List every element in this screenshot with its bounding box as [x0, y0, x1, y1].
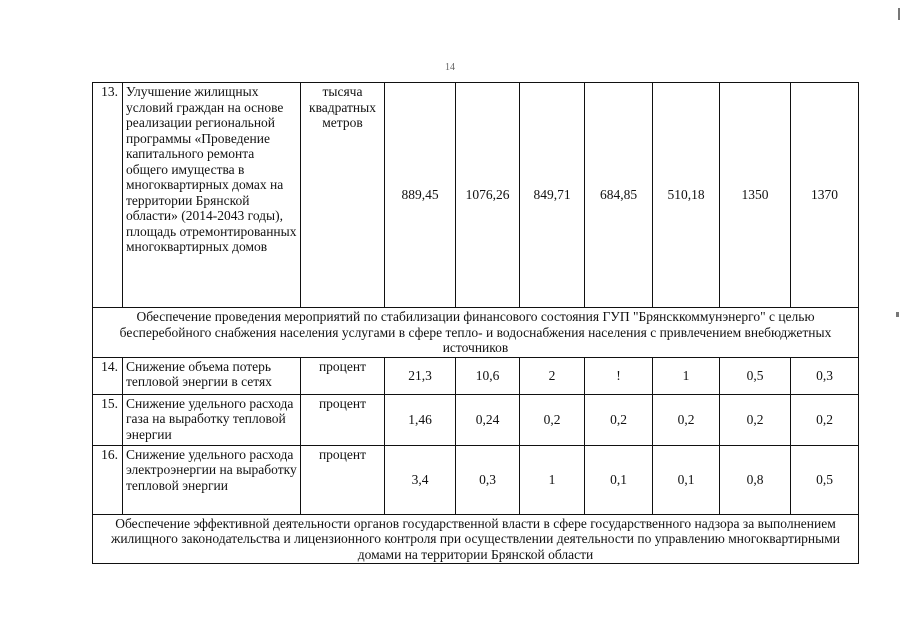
section-header-row — [93, 308, 859, 358]
indicator-value: 1076,26 — [456, 83, 520, 308]
scan-edge-mark — [898, 8, 900, 20]
indicator-value: 1 — [653, 357, 720, 394]
row-number: 13. — [93, 83, 123, 308]
indicator-name: Снижение удельного расхода электроэнергии на выработку тепловой энергии — [123, 445, 301, 514]
indicator-value: 0,24 — [456, 394, 520, 445]
indicator-value: 1 — [520, 445, 585, 514]
indicator-value: 0,5 — [791, 445, 859, 514]
unit-of-measure: процент — [301, 445, 385, 514]
indicator-value: 0,2 — [585, 394, 653, 445]
indicator-value: 2 — [520, 357, 585, 394]
indicator-value: 3,4 — [385, 445, 456, 514]
indicators-table — [92, 82, 859, 564]
indicator-value: 684,85 — [585, 83, 653, 308]
section-header-row — [93, 514, 859, 564]
indicator-value: 10,6 — [456, 357, 520, 394]
indicator-name: Снижение объема потерь тепловой энергии в сетях — [123, 357, 301, 394]
section-heading: Обеспечение эффективной деятельности органов государственной власти в сфере государственного надзора за выполнением жилищного законодательства и лицензионного контроля при осуществлении деятельности по управлению многоквартирными домами на территории Брянской области — [93, 514, 859, 564]
indicator-value: 0,8 — [720, 445, 791, 514]
indicator-value: 889,45 — [385, 83, 456, 308]
indicator-name: Снижение удельного расхода газа на выработку тепловой энергии — [123, 394, 301, 445]
indicator-value: 510,18 — [653, 83, 720, 308]
page-number: 14 — [445, 62, 455, 73]
table-row — [93, 445, 859, 514]
indicator-value: 0,2 — [520, 394, 585, 445]
table-row — [93, 357, 859, 394]
indicator-value: 849,71 — [520, 83, 585, 308]
indicator-value: 0,2 — [653, 394, 720, 445]
scan-edge-mark — [896, 312, 899, 317]
indicator-value: 0,3 — [791, 357, 859, 394]
row-number: 15. — [93, 394, 123, 445]
unit-of-measure: процент — [301, 394, 385, 445]
section-heading: Обеспечение проведения мероприятий по стабилизации финансового состояния ГУП "Брянсккоммунэнерго" с целью бесперебойного снабжения населения услугами в сфере тепло- и водоснабжения населения с привлечением внебюджетных источников — [93, 308, 859, 358]
table-row — [93, 83, 859, 308]
row-number: 14. — [93, 357, 123, 394]
indicator-value: 0,2 — [720, 394, 791, 445]
indicator-value: 0,1 — [585, 445, 653, 514]
indicator-value: 1370 — [791, 83, 859, 308]
indicator-value: 0,2 — [791, 394, 859, 445]
table-row — [93, 394, 859, 445]
unit-of-measure: процент — [301, 357, 385, 394]
indicator-name: Улучшение жилищных условий граждан на основе реализации региональной программы «Проведение капитального ремонта общего имущества в многоквартирных домах на территории Брянской области» (2014-2043 годы), площадь отремонтированных многоквартирных домов — [123, 83, 301, 308]
indicator-value: 0,5 — [720, 357, 791, 394]
row-number: 16. — [93, 445, 123, 514]
indicator-value: 1,46 — [385, 394, 456, 445]
unit-of-measure: тысяча квадратных метров — [301, 83, 385, 308]
indicator-value: 0,3 — [456, 445, 520, 514]
indicator-value: ! — [585, 357, 653, 394]
indicator-value: 1350 — [720, 83, 791, 308]
indicator-value: 21,3 — [385, 357, 456, 394]
indicator-value: 0,1 — [653, 445, 720, 514]
